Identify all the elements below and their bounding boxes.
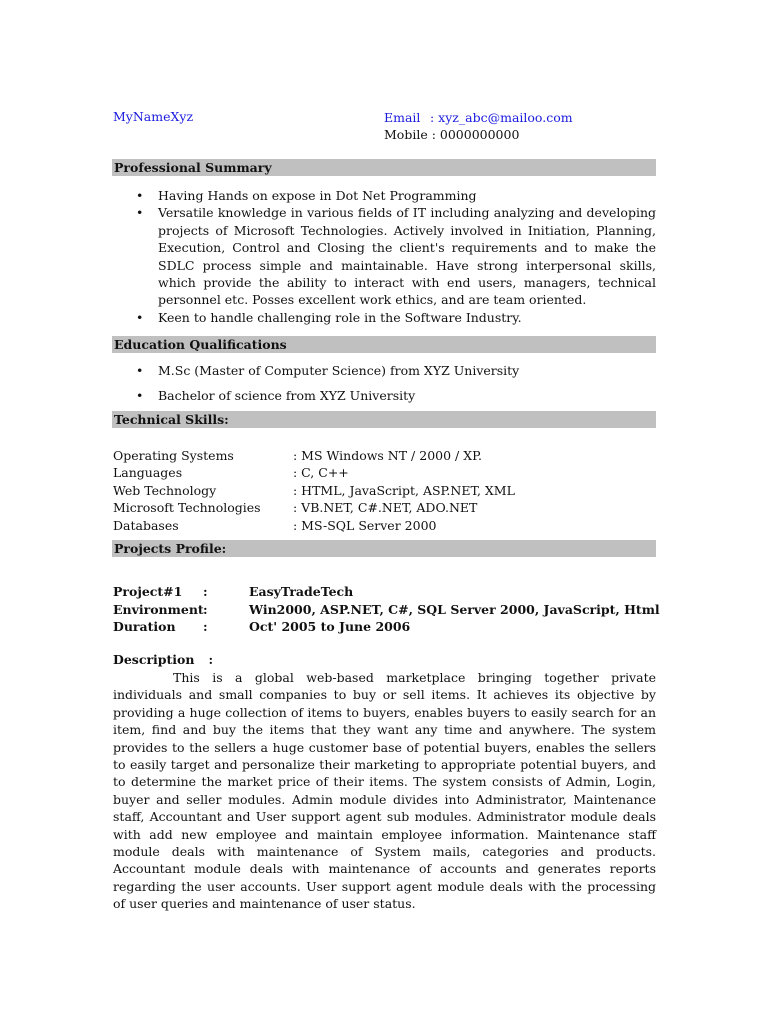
project-colon: : <box>203 619 208 635</box>
project-key: Project#1 <box>113 584 183 599</box>
skill-key: Web Technology <box>113 482 217 498</box>
education-item: • M.Sc (Master of Computer Science) from XYZ University <box>136 362 656 379</box>
technical-skills-heading: Technical Skills: <box>112 411 656 428</box>
skill-value: : MS Windows NT / 2000 / XP. <box>293 448 482 463</box>
project-row <box>113 618 660 636</box>
skill-row <box>113 499 515 516</box>
skill-value: : MS-SQL Server 2000 <box>293 517 437 533</box>
summary-item: • Keen to handle challenging role in the Software Industry. <box>136 309 656 326</box>
mobile-line: Mobile : 0000000000 <box>384 127 520 142</box>
project-description: This is a global web-based marketplace bringing together private individuals and small companies to buy or sell items. It achieves its objective by providing a huge collection of items to buyers, enables buyers to easily search for an item, find and buy the items that they want any time and anywhere. The system provides to the sellers a huge customer base of potential buyers, enables the sellers to easily target and personalize their marketing to appropriate potential buyers, and to determine the market price of their items. The system consists of Admin, Login, buyer and seller modules. Admin module divides into Administrator, Maintenance staff, Accountant and User support agent sub modules. Administrator module deals with add new employee and maintain employee information. Maintenance staff module deals with maintenance of System mails, categories and products. Accountant module deals with maintenance of accounts and generates reports regarding the user accounts. User support agent module deals with the processing of user queries and maintenance of user status. <box>113 670 656 912</box>
email-value[interactable]: : xyz_abc@mailoo.com <box>430 110 573 125</box>
skill-row <box>113 447 515 464</box>
education-list <box>136 362 656 405</box>
description-label: Description <box>113 652 195 667</box>
project-key: Duration <box>113 619 176 635</box>
skill-key: Operating Systems <box>113 448 234 463</box>
skill-key: Languages <box>113 465 183 481</box>
summary-item: • Versatile knowledge in various fields of IT including analyzing and developing projects of Microsoft Technologies. Actively involved in Initiation, Planning, Execution, Control and Closing the client's requirements and to make the SDLC process simple and maintainable. Have strong interpersonal skills, which provide the ability to interact with end users, managers, technical personnel etc. Posses excellent work ethics, and are team oriented. <box>136 204 656 308</box>
project-details <box>113 583 660 636</box>
professional-summary-list <box>136 187 656 326</box>
summary-item: • Having Hands on expose in Dot Net Programming <box>136 187 656 204</box>
description-colon: : <box>208 652 214 667</box>
project-value: Win2000, ASP.NET, C#, SQL Server 2000, JavaScript, Html <box>249 601 660 617</box>
project-colon: : <box>203 601 208 617</box>
project-colon: : <box>203 584 208 599</box>
skill-value: : C, C++ <box>293 465 349 481</box>
skill-key: Microsoft Technologies <box>113 500 261 516</box>
project-value: EasyTradeTech <box>249 584 354 599</box>
email-label: Email <box>384 110 421 125</box>
projects-heading: Projects Profile: <box>112 540 656 557</box>
education-item: • Bachelor of science from XYZ University <box>136 387 656 404</box>
professional-summary-heading: Professional Summary <box>112 159 656 176</box>
education-heading: Education Qualifications <box>112 336 656 353</box>
contact-block <box>384 109 573 143</box>
project-value: Oct' 2005 to June 2006 <box>249 619 411 635</box>
skill-value: : HTML, JavaScript, ASP.NET, XML <box>293 482 515 498</box>
skill-key: Databases <box>113 517 179 533</box>
skill-row <box>113 517 515 534</box>
project-row <box>113 601 660 619</box>
candidate-name: MyNameXyz <box>113 109 194 124</box>
technical-skills-table <box>113 447 515 534</box>
email-line <box>384 109 573 126</box>
skill-row <box>113 464 515 481</box>
skill-value: : VB.NET, C#.NET, ADO.NET <box>293 500 478 516</box>
project-row <box>113 583 660 601</box>
project-key: Environment <box>113 601 204 617</box>
description-heading <box>113 652 213 667</box>
skill-row <box>113 482 515 499</box>
